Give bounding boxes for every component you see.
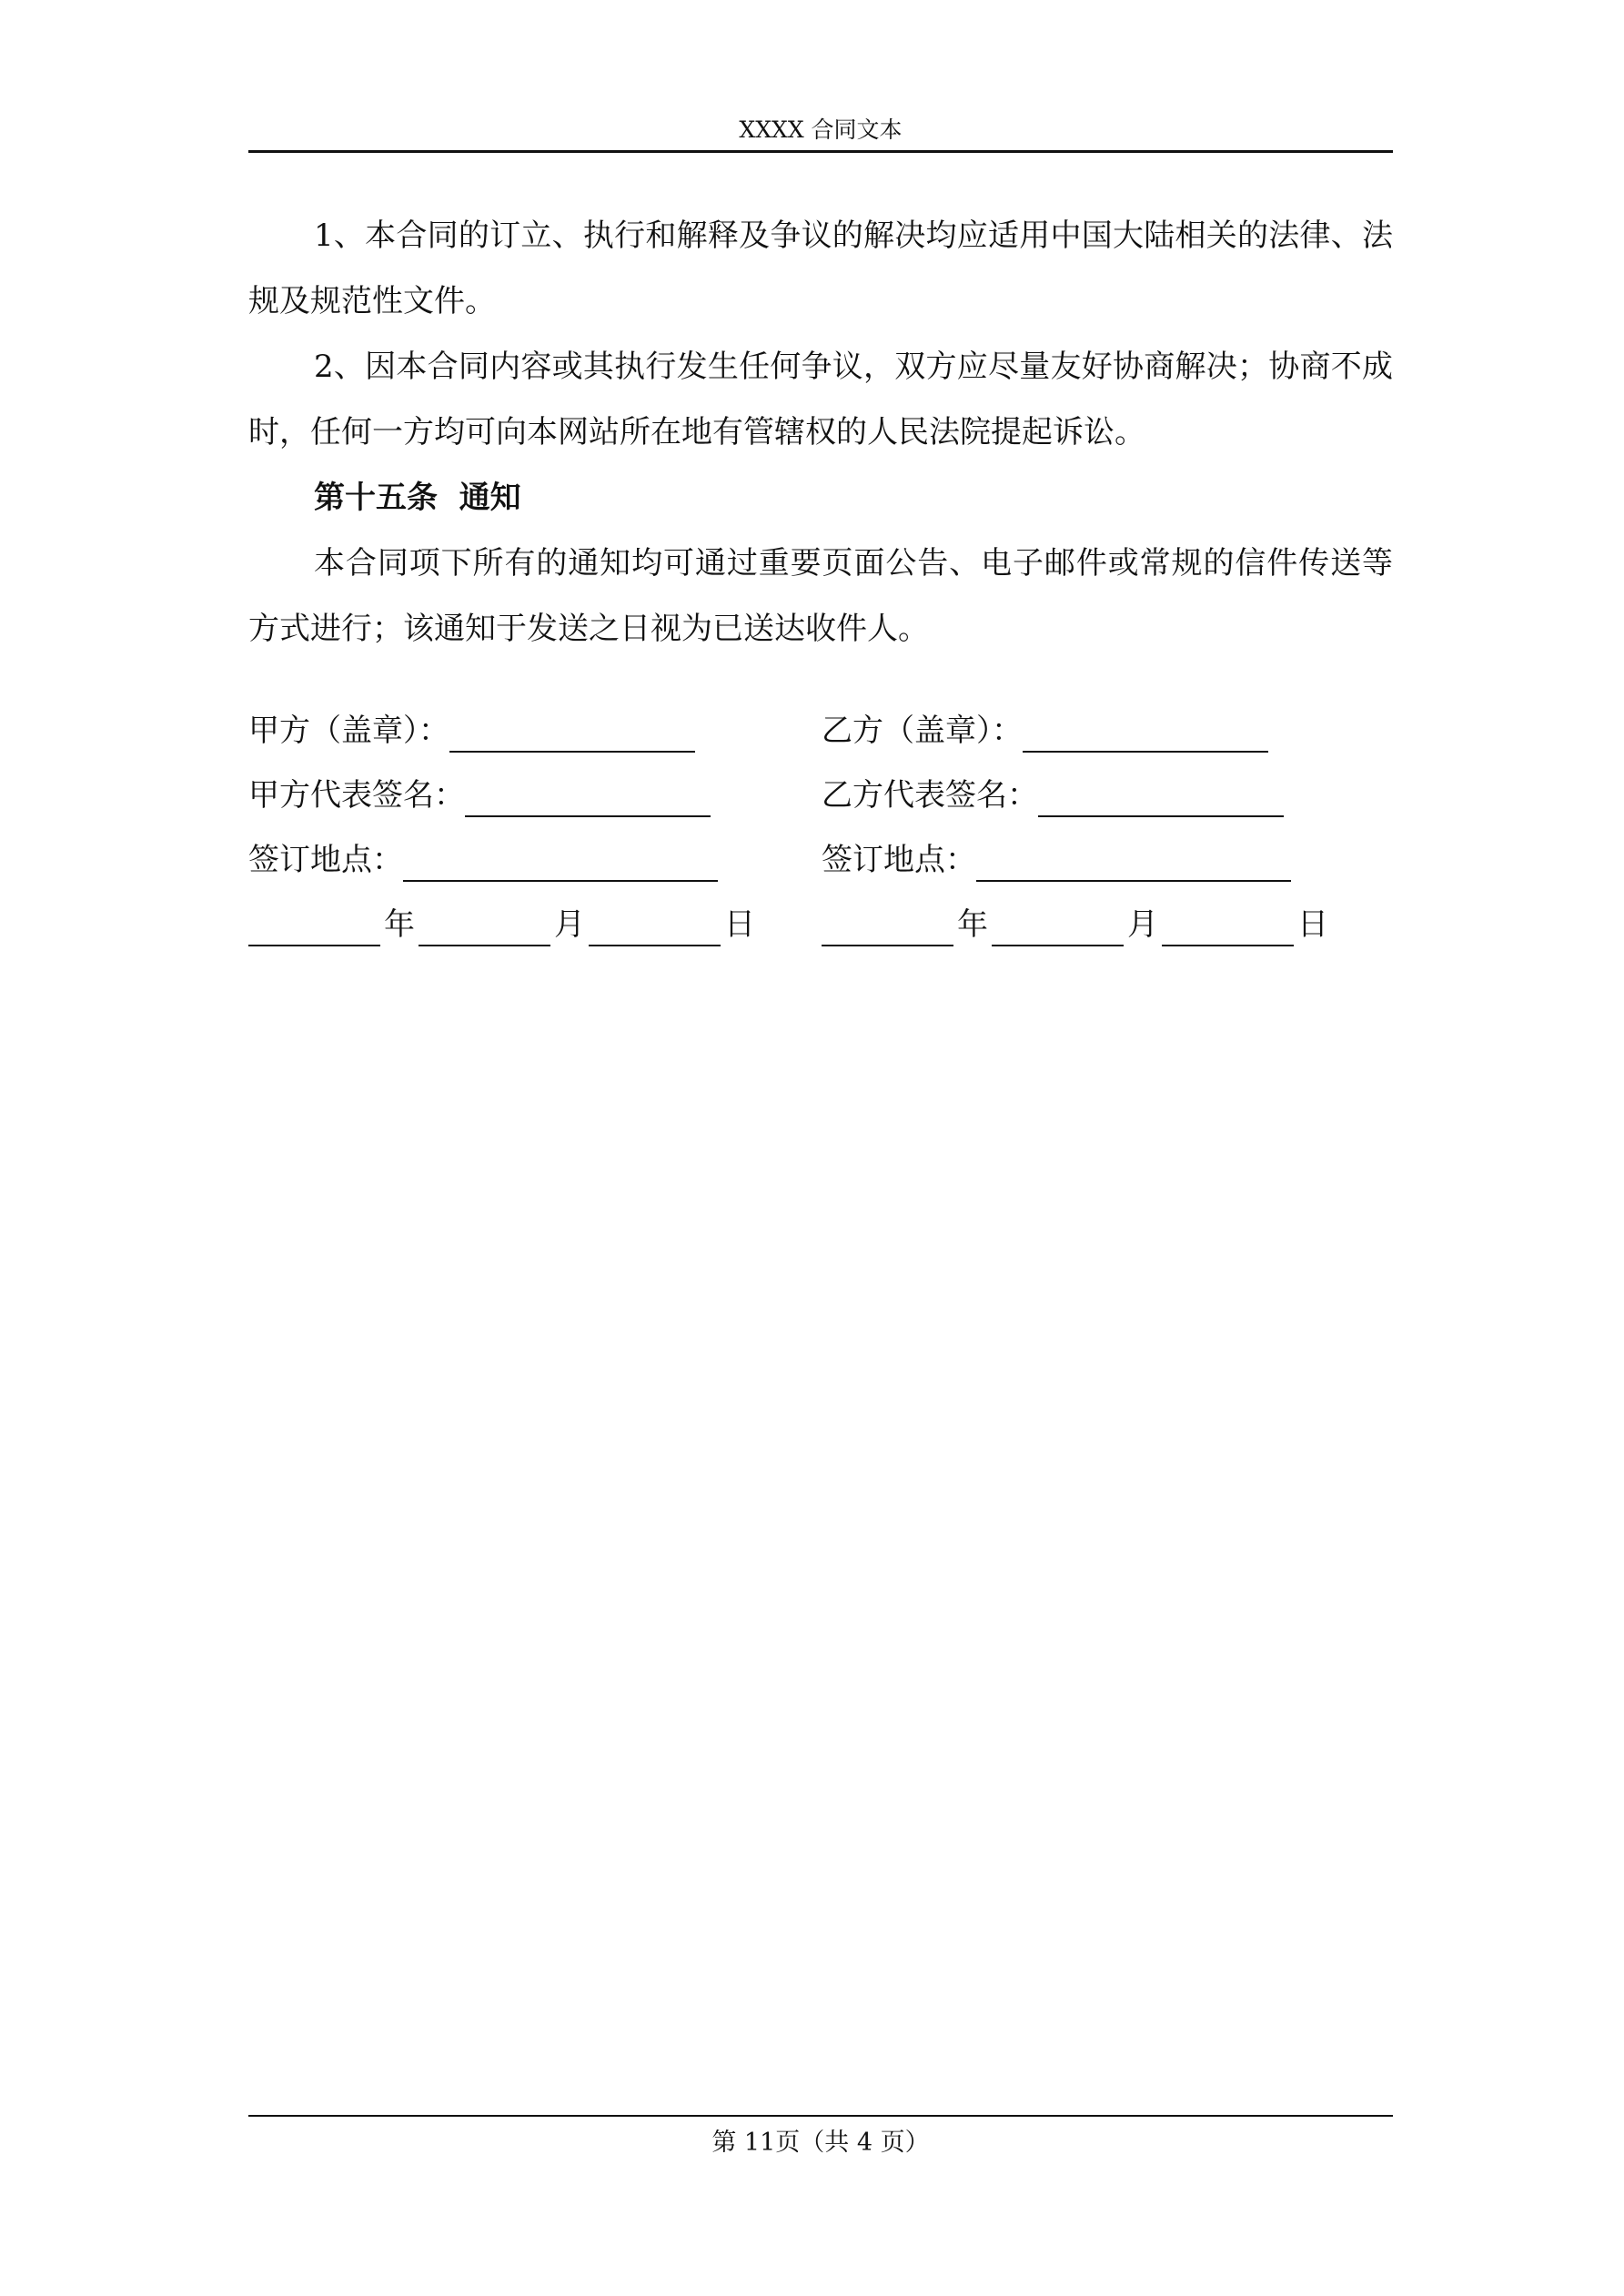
clause-paragraph-2: 2、因本合同内容或其执行发生任何争议，双方应尽量友好协商解决；协商不成时，任何一方均可向本网站所在地有管辖权的人民法院提起诉讼。	[248, 349, 1393, 450]
party-b-seal-blank	[1023, 714, 1268, 753]
header-divider	[248, 150, 1393, 153]
party-a-seal-label: 甲方（盖章）：	[248, 713, 449, 749]
representative-row	[248, 760, 1393, 824]
party-a-representative	[248, 760, 711, 824]
party-a-year-blank	[248, 908, 380, 946]
party-a-place	[248, 824, 718, 889]
party-b-representative	[822, 760, 1284, 824]
article-15-body: 本合同项下所有的通知均可通过重要页面公告、电子邮件或常规的信件传送等方式进行；该通知于发送之日视为已送达收件人。	[248, 545, 1393, 647]
party-a-day-blank	[589, 908, 721, 946]
party-b-seal	[822, 695, 1268, 760]
party-b-day-blank	[1162, 908, 1294, 946]
party-b-rep-label: 乙方代表签名：	[822, 777, 1038, 814]
party-a-date	[248, 889, 759, 954]
party-a-rep-blank	[465, 779, 711, 817]
party-b-month-blank	[992, 908, 1124, 946]
seal-row	[248, 695, 1393, 760]
place-row	[248, 824, 1393, 889]
party-b-date	[822, 889, 1332, 954]
signature-block	[248, 695, 1393, 954]
party-b-place-blank	[976, 844, 1291, 882]
page-header: XXXX 合同文本	[739, 116, 903, 143]
party-b-place-label: 签订地点：	[822, 842, 976, 878]
article-15-title: 第十五条 通知	[314, 480, 521, 516]
party-b-rep-blank	[1038, 779, 1284, 817]
party-b-month-label: 月	[1127, 906, 1158, 943]
date-row	[248, 889, 1393, 954]
party-b-year-blank	[822, 908, 953, 946]
party-b-place	[822, 824, 1291, 889]
party-b-day-label: 日	[1297, 906, 1328, 943]
party-b-seal-label: 乙方（盖章）：	[822, 713, 1023, 749]
footer-divider	[248, 2115, 1393, 2117]
party-a-month-label: 月	[554, 906, 585, 943]
clause-paragraph-1: 1、本合同的订立、执行和解释及争议的解决均应适用中国大陆相关的法律、法规及规范性文件。	[248, 217, 1393, 319]
party-a-rep-label: 甲方代表签名：	[248, 777, 465, 814]
party-b-year-label: 年	[957, 906, 988, 943]
document-body	[248, 203, 1393, 662]
party-a-day-label: 日	[724, 906, 755, 943]
party-a-year-label: 年	[384, 906, 415, 943]
party-a-place-label: 签订地点：	[248, 842, 403, 878]
party-a-place-blank	[403, 844, 718, 882]
party-a-month-blank	[419, 908, 550, 946]
party-a-seal-blank	[449, 714, 695, 753]
page-number: 第 11页（共 4 页）	[711, 2129, 930, 2157]
party-a-seal	[248, 695, 695, 760]
